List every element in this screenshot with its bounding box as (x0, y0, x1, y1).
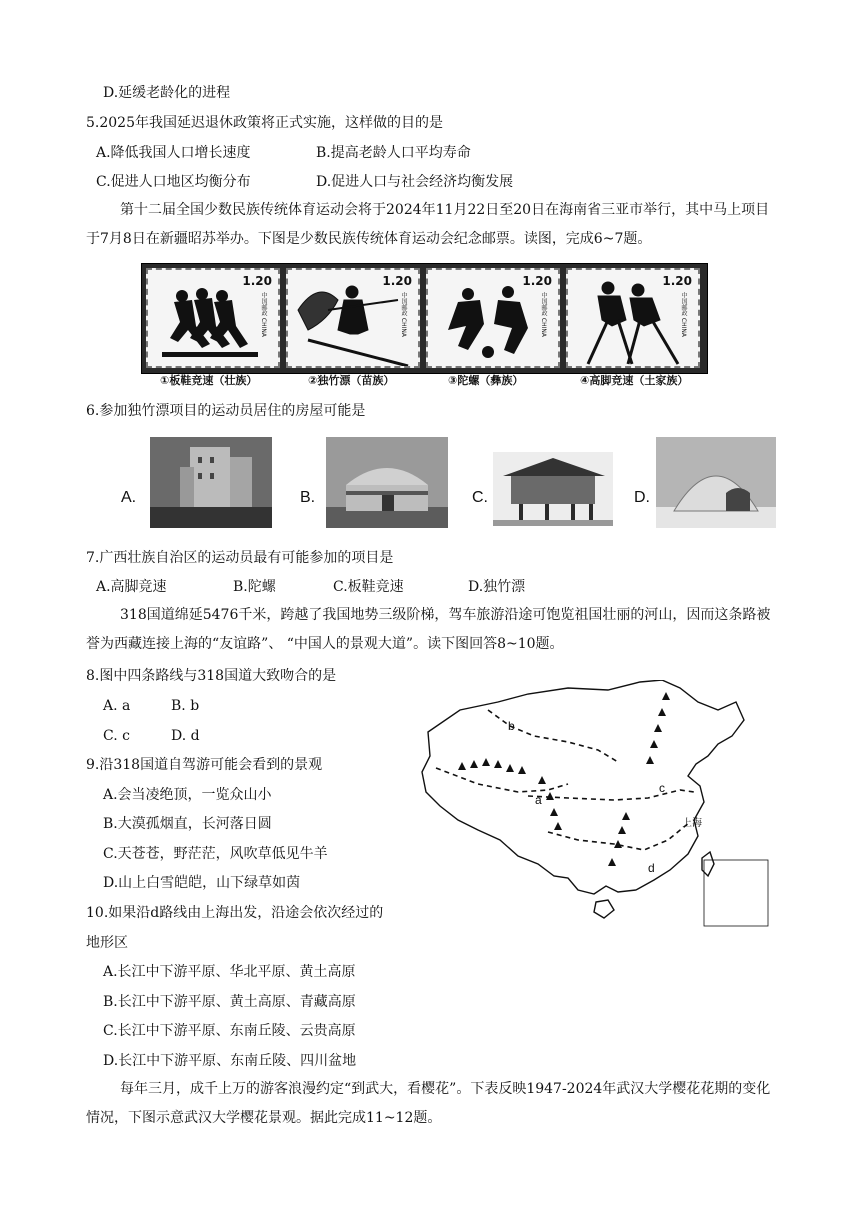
map-label-c: c (659, 781, 665, 795)
q5-option-d: D.促进人口与社会经济均衡发展 (316, 174, 514, 190)
stamp-2-caption: ②独竹漂（苗族） (308, 374, 395, 387)
stamp-3-country: 中国邮政 CHINA (540, 292, 547, 337)
stamp-3 (426, 268, 560, 368)
q5-stem: 5.2025年我国延迟退休政策将正式实施，这样做的目的是 (86, 115, 443, 131)
q9-option-c: C.天苍苍，野茫茫，风吹草低见牛羊 (103, 846, 328, 862)
q10-stem-line1: 10.如果沿d路线由上海出发，沿途会依次经过的 (86, 905, 384, 921)
stamp-3-caption: ③陀螺（彝族） (448, 374, 524, 387)
q4-option-d: D.延缓老龄化的进程 (103, 85, 231, 101)
map-label-b: b (508, 719, 515, 733)
map-label-a: a (535, 793, 542, 807)
stamp-1-country: 中国邮政 CHINA (260, 292, 267, 337)
stamp-4-country: 中国邮政 CHINA (680, 292, 687, 337)
q7-option-a: A.高脚竞速 (96, 579, 167, 595)
q10-option-b: B.长江中下游平原、黄土高原、青藏高原 (103, 994, 356, 1010)
intro-8-10: 318国道绵延5476千米，跨越了我国地势三级阶梯，驾车旅游沿途可饱览祖国壮丽的河山，因而这条路被誉为西藏连接上海的“友谊路”、 “中国人的景观大道”。读下图回答8~10题。 (86, 607, 771, 652)
q7-option-c: C.板鞋竞速 (333, 579, 404, 595)
q9-option-a: A.会当凌绝顶，一览众山小 (103, 787, 272, 803)
china-route-map (418, 680, 780, 935)
intro-6-7: 第十二届全国少数民族传统体育运动会将于2024年11月22日至20日在海南省三亚市举行，其中马上项目于7月8日在新疆昭苏举办。下图是少数民族传统体育运动会纪念邮票。读图，完成6~7题。 (86, 202, 770, 247)
route-a (436, 768, 568, 792)
q8-stem: 8.图中四条路线与318国道大致吻合的是 (86, 668, 337, 684)
house-photo-a (150, 437, 272, 528)
south-sea-inset (704, 860, 768, 926)
q10-stem-line2: 地形区 (86, 935, 128, 951)
q10-option-c: C.长江中下游平原、东南丘陵、云贵高原 (103, 1023, 356, 1039)
map-label-shanghai: 上海 (682, 818, 702, 829)
q8-option-a: A. a (103, 698, 131, 714)
q7-option-d: D.独竹漂 (468, 579, 526, 595)
hainan-island (594, 900, 614, 918)
q6-stem: 6.参加独竹漂项目的运动员居住的房屋可能是 (86, 403, 366, 419)
stamp-4 (566, 268, 700, 368)
q7-option-b: B.陀螺 (233, 579, 276, 595)
stamp-3-price: 1.20 (522, 274, 552, 288)
q9-option-b: B.大漠孤烟直，长河落日圆 (103, 816, 272, 832)
house-photo-b (326, 437, 448, 528)
q6-label-b: B. (300, 489, 316, 506)
q5-option-b: B.提高老龄人口平均寿命 (316, 145, 471, 161)
stamp-strip (141, 263, 708, 374)
q9-stem: 9.沿318国道自驾游可能会看到的景观 (86, 757, 323, 773)
stamp-4-price: 1.20 (662, 274, 692, 288)
q9-option-d: D.山上白雪皑皑，山下绿草如茵 (103, 875, 301, 891)
house-photo-d (656, 437, 776, 528)
q5-option-c: C.促进人口地区均衡分布 (96, 174, 251, 190)
route-b (488, 710, 618, 762)
stamp-1-price: 1.20 (242, 274, 272, 288)
q6-label-d: D. (634, 489, 650, 506)
q8-option-c: C. c (103, 728, 130, 744)
q6-label-c: C. (472, 489, 488, 506)
stamp-1-caption: ①板鞋竞速（壮族） (160, 374, 258, 387)
q7-stem: 7.广西壮族自治区的运动员最有可能参加的项目是 (86, 550, 394, 566)
stamp-2-country: 中国邮政 CHINA (400, 292, 407, 337)
stamp-1 (146, 268, 280, 368)
intro-11-12: 每年三月，成千上万的游客浪漫约定“到武大，看樱花”。下表反映1947-2024年武汉大学樱花花期的变化情况，下图示意武汉大学樱花景观。据此完成11~12题。 (86, 1081, 771, 1126)
q8-option-b: B. b (171, 698, 200, 714)
stamp-4-caption: ④高脚竞速（土家族） (580, 374, 689, 387)
q6-label-a: A. (121, 489, 137, 506)
q5-option-a: A.降低我国人口增长速度 (96, 145, 251, 161)
stamp-2-price: 1.20 (382, 274, 412, 288)
house-photo-c (493, 452, 613, 526)
q10-option-d: D.长江中下游平原、东南丘陵、四川盆地 (103, 1053, 357, 1069)
map-label-d: d (648, 861, 655, 875)
q8-option-d: D. d (171, 728, 200, 744)
mountain-ranges (458, 692, 670, 866)
stamp-2 (286, 268, 420, 368)
china-outline (422, 680, 744, 894)
q10-option-a: A.长江中下游平原、华北平原、黄土高原 (103, 964, 356, 980)
